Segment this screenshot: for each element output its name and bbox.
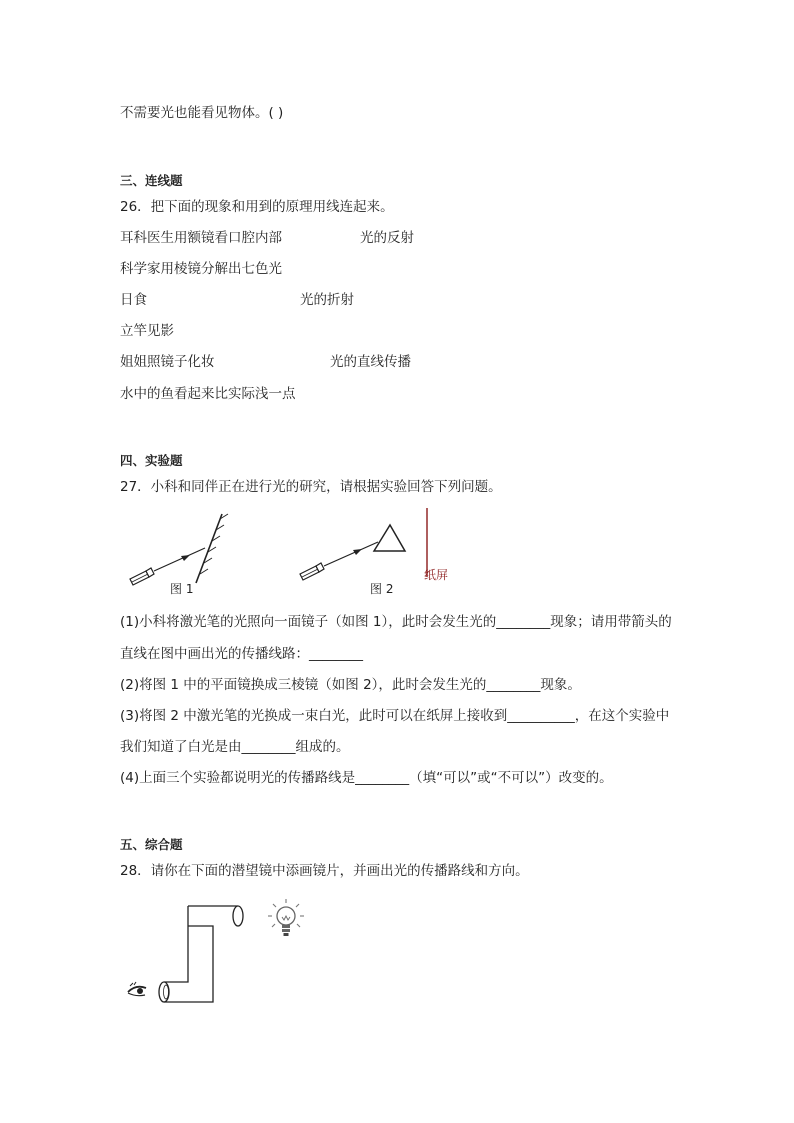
section4-heading: 四、实验题 <box>120 453 183 468</box>
q27-part3-line2: 我们知道了白光是由________组成的。 <box>120 739 350 755</box>
q27-part1-line1: (1)小科将激光笔的光照向一面镜子（如图 1），此时会发生光的________现象；请用带箭头的 <box>120 614 672 630</box>
figure-1-laser-mirror <box>126 510 236 588</box>
figure-periscope <box>124 896 318 1006</box>
figure-2-label: 图 2 <box>370 582 394 596</box>
match-left-item-6[interactable]: 水中的鱼看起来比实际浅一点 <box>120 386 296 402</box>
beam-arrow-icon <box>353 549 362 555</box>
match-left-item-3[interactable]: 日食 <box>120 292 147 308</box>
match-right-item-refraction[interactable]: 光的折射 <box>300 292 354 308</box>
q27-part2: (2)将图 1 中的平面镜换成三棱镜（如图 2），此时会发生光的________现象。 <box>120 677 581 693</box>
match-right-item-reflection[interactable]: 光的反射 <box>360 230 414 246</box>
figure-2-laser-prism <box>296 505 436 587</box>
q27-part4: (4)上面三个实验都说明光的传播路线是________（填“可以”或“不可以”）改变的。 <box>120 770 613 786</box>
plane-mirror <box>196 514 228 583</box>
laser-pointer-icon <box>130 568 154 585</box>
section5-heading: 五、综合题 <box>120 837 183 852</box>
q27-part3-line1: (3)将图 2 中激光笔的光换成一束白光，此时可以在纸屏上接收到__________，在这个实验中 <box>120 708 670 724</box>
laser-pointer-icon <box>300 563 324 580</box>
match-left-item-5[interactable]: 姐姐照镜子化妆 <box>120 354 215 370</box>
light-bulb-icon <box>268 899 304 936</box>
q28-text: 28．请你在下面的潜望镜中添画镜片，并画出光的传播路线和方向。 <box>120 863 529 879</box>
section3-heading: 三、连线题 <box>120 173 183 188</box>
q25-text: 不需要光也能看见物体。( ) <box>120 105 284 121</box>
q26-text: 26．把下面的现象和用到的原理用线连起来。 <box>120 199 394 215</box>
beam-arrow-icon <box>181 555 190 561</box>
paper-screen-label: 纸屏 <box>424 568 449 582</box>
match-right-item-straight-line[interactable]: 光的直线传播 <box>330 354 411 370</box>
prism-triangle <box>374 525 405 551</box>
periscope-tube <box>159 906 243 1002</box>
figure-1-label: 图 1 <box>170 582 194 596</box>
match-left-item-1[interactable]: 耳科医生用额镜看口腔内部 <box>120 230 282 246</box>
eye-icon <box>128 982 146 996</box>
match-left-item-4[interactable]: 立竿见影 <box>120 323 174 339</box>
q27-text: 27．小科和同伴正在进行光的研究，请根据实验回答下列问题。 <box>120 479 502 495</box>
laser-beam <box>324 542 378 566</box>
laser-beam <box>154 548 205 571</box>
q27-part1-line2: 直线在图中画出光的传播线路：________ <box>120 646 363 662</box>
match-left-item-2[interactable]: 科学家用棱镜分解出七色光 <box>120 261 282 277</box>
